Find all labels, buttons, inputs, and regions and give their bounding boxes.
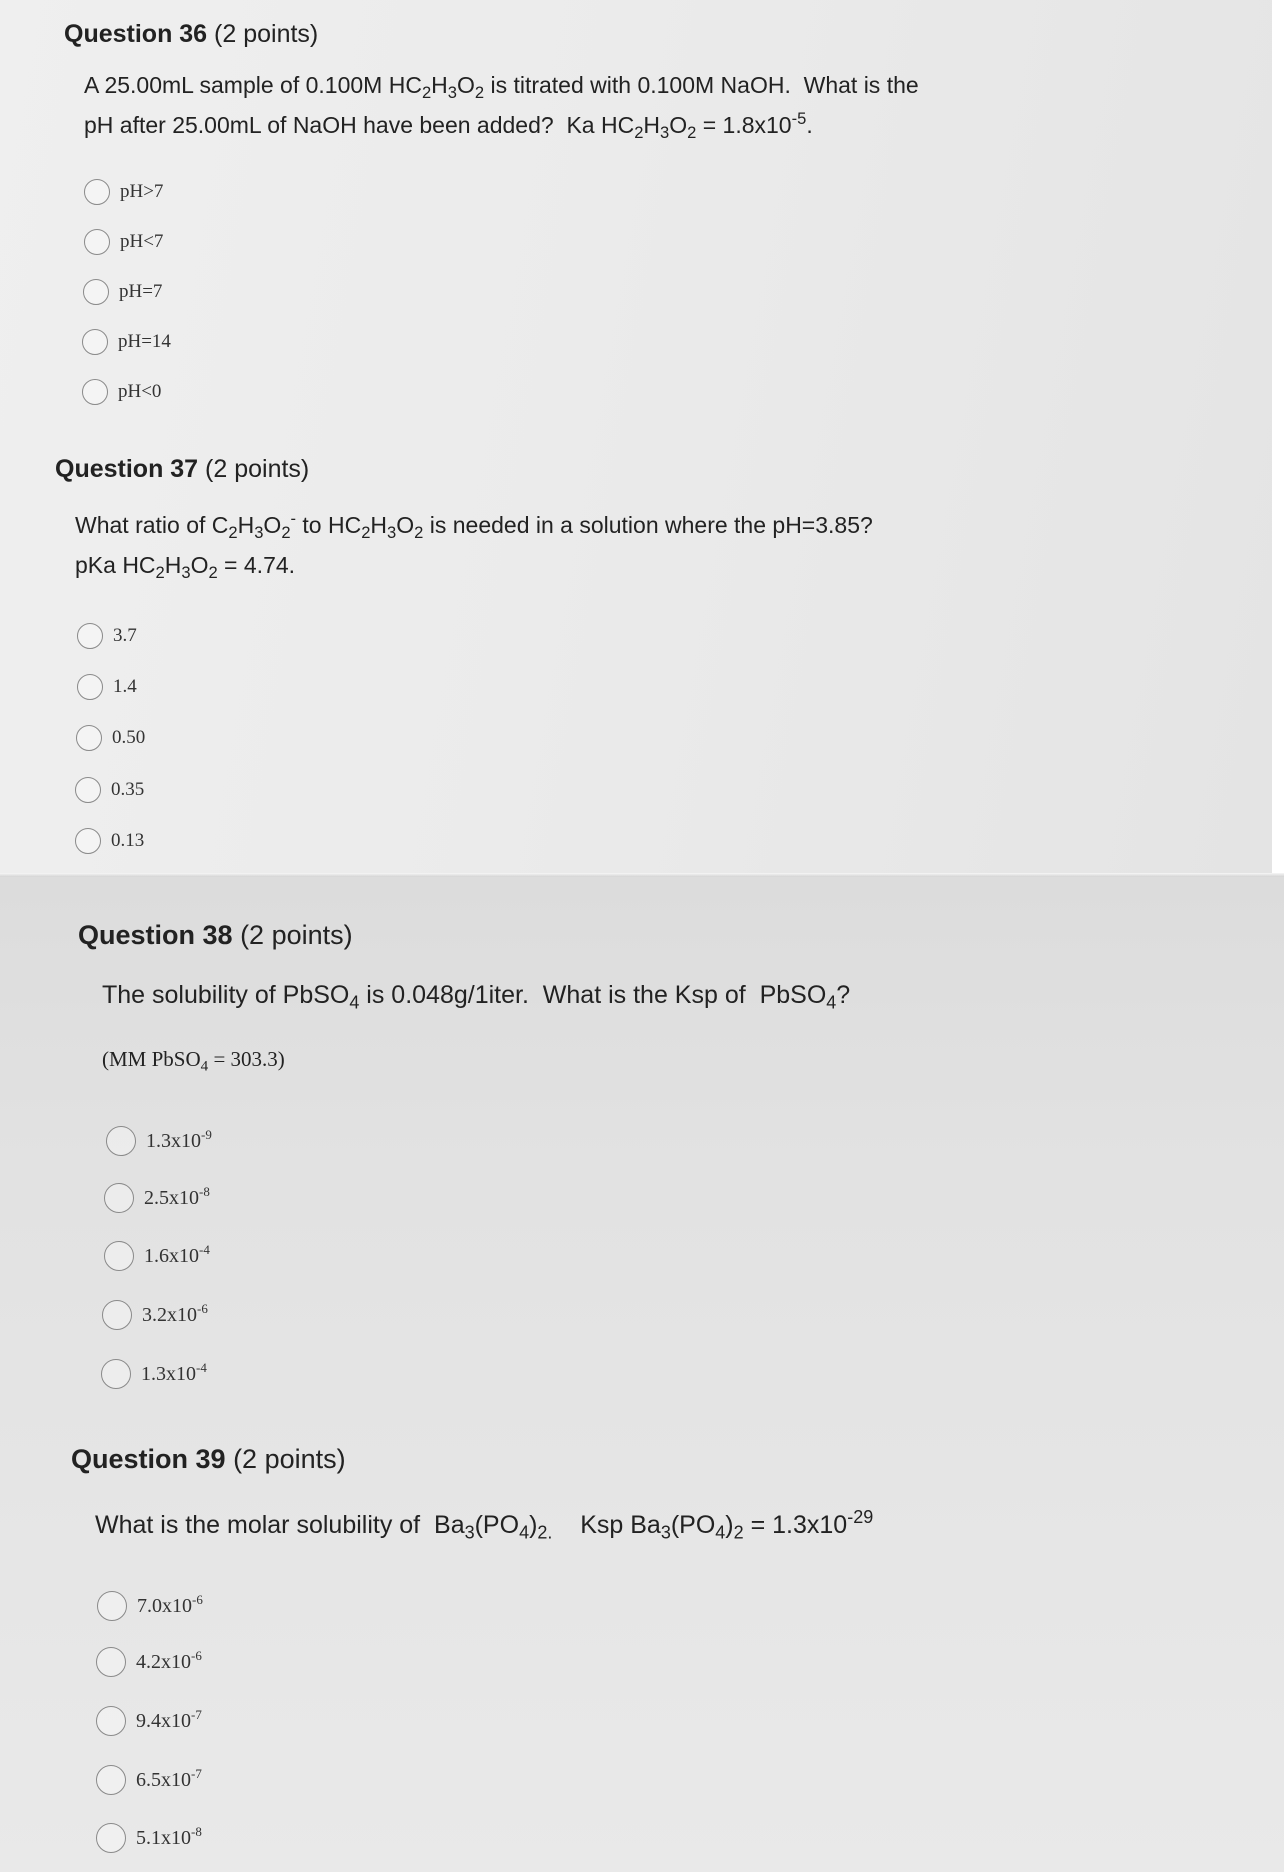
q37-option-5-radio[interactable]: [75, 828, 101, 854]
q39-option-4[interactable]: [96, 1765, 202, 1795]
question-37: [55, 455, 309, 484]
question-38-number: Question 38: [78, 920, 233, 950]
page-edge: [1272, 0, 1284, 875]
q39-option-5-radio[interactable]: [96, 1823, 126, 1853]
q37-option-4-radio[interactable]: [75, 777, 101, 803]
q38-option-4-radio[interactable]: [102, 1300, 132, 1330]
q36-option-1[interactable]: [84, 179, 163, 205]
q38-option-1[interactable]: [106, 1126, 212, 1156]
q37-option-1[interactable]: [77, 623, 137, 649]
q39-option-3-radio[interactable]: [96, 1706, 126, 1736]
q37-option-4-label: 0.35: [111, 779, 145, 800]
q37-option-5[interactable]: [75, 828, 144, 854]
q38-option-1-label: $1.3x10^{-9}$: [146, 1126, 212, 1152]
q38-option-2[interactable]: [104, 1183, 210, 1213]
question-39-heading: [71, 1444, 346, 1475]
q36-option-3-label: pH=7: [119, 281, 163, 302]
question-36-text: A 25.00mL sample of 0.100M $HC_2H_3O_2$ is titrated with 0.100M NaOH. What is the pH after 25.00mL of NaOH have been added? Ka $HC_2H_3O_2 = 1.8x10^{-5}$.: [84, 72, 919, 142]
question-38-heading: [78, 920, 353, 951]
q37-option-1-radio[interactable]: [77, 623, 103, 649]
q36-option-1-radio[interactable]: [84, 179, 110, 205]
question-38-note: (MM PbSO$_4$ = 303.3): [102, 1047, 285, 1075]
q36-option-3-radio[interactable]: [83, 279, 109, 305]
question-39-text: What is the molar solubility of $Ba_3(PO_4)_{2.}$ Ksp $Ba_3(PO_4)_2 = 1.3x10^{-29}$: [95, 1507, 874, 1543]
question-38: [78, 920, 353, 951]
q39-option-1-radio[interactable]: [97, 1591, 127, 1621]
q36-option-3[interactable]: [83, 279, 162, 305]
q37-option-4[interactable]: [75, 777, 144, 803]
question-39: [71, 1444, 346, 1475]
q39-option-2-label: $4.2x10^{-6}$: [136, 1647, 202, 1673]
question-36-points: (2 points): [214, 20, 319, 48]
question-38-points: (2 points): [240, 920, 353, 950]
q39-option-1[interactable]: [97, 1591, 203, 1621]
question-39-number: Question 39: [71, 1444, 226, 1474]
q38-option-5-label: $1.3x10^{-4}$: [141, 1359, 207, 1385]
photo-seam: [0, 873, 1284, 877]
q38-option-5[interactable]: [101, 1359, 207, 1389]
q38-option-2-radio[interactable]: [104, 1183, 134, 1213]
question-37-text: What ratio of $C_2H_3O_2^-$ to $HC_2H_3O_2$ is needed in a solution where the pH=3.85? pKa $HC_2H_3O_2 = 4.74$.: [75, 508, 873, 582]
q39-option-3[interactable]: [96, 1706, 202, 1736]
q38-option-5-radio[interactable]: [101, 1359, 131, 1389]
q38-option-4-label: $3.2x10^{-6}$: [142, 1300, 208, 1326]
q37-option-3[interactable]: [76, 725, 145, 751]
q38-option-4[interactable]: [102, 1300, 208, 1330]
q36-option-2-radio[interactable]: [84, 229, 110, 255]
q36-option-5[interactable]: [82, 379, 161, 405]
question-36-heading: [64, 20, 318, 49]
q37-option-2-radio[interactable]: [77, 674, 103, 700]
q39-option-5[interactable]: [96, 1823, 202, 1853]
q39-option-2-radio[interactable]: [96, 1647, 126, 1677]
q36-option-4-label: pH=14: [118, 331, 171, 352]
q37-option-2[interactable]: [77, 674, 137, 700]
q36-option-2[interactable]: [84, 229, 163, 255]
q39-option-3-label: $9.4x10^{-7}$: [136, 1706, 202, 1732]
question-37-number: Question 37: [55, 455, 199, 483]
q36-option-5-label: pH<0: [118, 381, 162, 402]
q36-option-1-label: pH>7: [120, 181, 164, 202]
q37-option-2-label: 1.4: [113, 676, 137, 697]
q36-option-2-label: pH<7: [120, 231, 164, 252]
q36-option-4[interactable]: [82, 329, 171, 355]
question-37-points: (2 points): [205, 455, 310, 483]
q39-option-4-label: $6.5x10^{-7}$: [136, 1765, 202, 1791]
q37-option-1-label: 3.7: [113, 625, 137, 646]
q38-option-2-label: $2.5x10^{-8}$: [144, 1183, 210, 1209]
q38-option-1-radio[interactable]: [106, 1126, 136, 1156]
question-36: [64, 20, 318, 49]
question-36-number: Question 36: [64, 20, 208, 48]
q36-option-5-radio[interactable]: [82, 379, 108, 405]
q39-option-4-radio[interactable]: [96, 1765, 126, 1795]
q37-option-3-radio[interactable]: [76, 725, 102, 751]
q37-option-5-label: 0.13: [111, 830, 145, 851]
q38-option-3-radio[interactable]: [104, 1241, 134, 1271]
question-38-text: The solubility of PbSO$_4$ is 0.048g/1iter. What is the Ksp of PbSO$_4$?: [102, 981, 851, 1013]
q36-option-4-radio[interactable]: [82, 329, 108, 355]
question-37-heading: [55, 455, 309, 484]
q39-option-2[interactable]: [96, 1647, 202, 1677]
q39-option-5-label: $5.1x10^{-8}$: [136, 1823, 202, 1849]
q38-option-3[interactable]: [104, 1241, 210, 1271]
q38-option-3-label: $1.6x10^{-4}$: [144, 1241, 210, 1267]
q39-option-1-label: $7.0x10^{-6}$: [137, 1591, 203, 1617]
q37-option-3-label: 0.50: [112, 727, 146, 748]
question-39-points: (2 points): [233, 1444, 346, 1474]
